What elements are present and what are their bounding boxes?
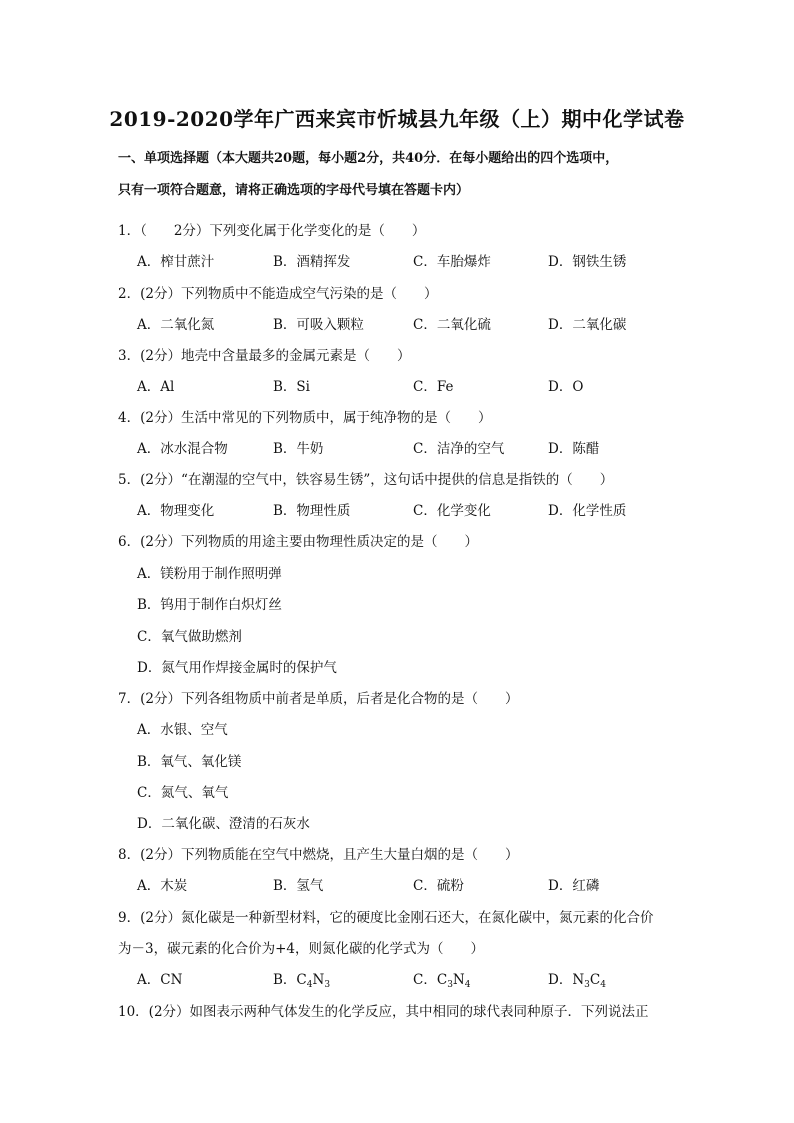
question-7-option-c: C．氮气、氧气: [137, 785, 229, 801]
section-instruction-line-1: 一、单项选择题（本大题共20题，每小题2分，共40分．在每小题给出的四个选项中，: [118, 151, 619, 166]
question-1-option-b: B．酒精挥发: [273, 254, 351, 270]
question-6-option-a: A．镁粉用于制作照明弹: [137, 566, 282, 582]
question-2-option-c: C．二氧化硫: [413, 317, 491, 333]
question-9-option-a: A．CN: [137, 972, 183, 988]
question-3-option-b: B．Si: [273, 379, 310, 395]
question-7-stem: 7．(2分）下列各组物质中前者是单质，后者是化合物的是（ ）: [118, 691, 519, 707]
question-5-option-a: A．物理变化: [137, 503, 215, 519]
question-7-option-a: A．水银、空气: [137, 722, 228, 738]
option-d-letter: D．: [548, 972, 573, 988]
question-1-option-d: D．钢铁生锈: [548, 254, 627, 270]
question-5-stem: 5．(2分）“在潮湿的空气中，铁容易生锈”，这句话中提供的信息是指铁的（ ）: [118, 472, 614, 488]
question-5-option-c: C．化学变化: [413, 503, 491, 519]
question-4-option-b: B．牛奶: [273, 441, 324, 457]
question-9-stem-line-1: 9．(2分）氮化碳是一种新型材料，它的硬度比金刚石还大，在氮化碳中，氮元素的化合价: [118, 910, 654, 926]
option-b-letter: B．: [273, 972, 297, 988]
option-d-formula: $N_3C_4$: [572, 972, 606, 990]
question-1-option-a: A．榨甘蔗汁: [137, 254, 215, 270]
question-9-stem-line-2: 为－3，碳元素的化合价为+4，则氮化碳的化学式为（ ）: [118, 941, 484, 957]
question-9-option-d: [548, 968, 606, 990]
question-6-stem: 6．(2分）下列物质的用途主要由物理性质决定的是（ ）: [118, 534, 478, 550]
question-3-stem: 3．(2分）地壳中含量最多的金属元素是（ ）: [118, 348, 411, 364]
question-5-option-b: B．物理性质: [273, 503, 351, 519]
question-2-option-d: D．二氧化碳: [548, 317, 627, 333]
question-8-stem: 8．(2分）下列物质能在空气中燃烧，且产生大量白烟的是（ ）: [118, 847, 519, 863]
question-6-option-d: D．氮气用作焊接金属时的保护气: [137, 660, 337, 676]
exam-title: 2019-2020学年广西来宾市忻城县九年级（上）期中化学试卷: [109, 107, 685, 131]
option-c-letter: C．: [413, 972, 437, 988]
question-1-stem: 1．（ 2分）下列变化属于化学变化的是（ ）: [118, 223, 426, 239]
question-2-option-a: A．二氧化氮: [137, 317, 215, 333]
question-8-option-c: C．硫粉: [413, 878, 464, 894]
option-c-formula: $C_3N_4$: [436, 972, 471, 990]
question-6-option-c: C．氧气做助燃剂: [137, 629, 242, 645]
question-4-option-a: A．冰水混合物: [137, 441, 228, 457]
question-4-option-c: C．洁净的空气: [413, 441, 505, 457]
question-3-option-c: C．Fe: [413, 379, 454, 395]
question-3-option-a: A．Al: [137, 379, 175, 395]
question-7-option-b: B．氧气、氧化镁: [137, 754, 242, 770]
question-2-option-b: B．可吸入颗粒: [273, 317, 364, 333]
question-4-option-d: D．陈醋: [548, 441, 600, 457]
question-8-option-b: B．氢气: [273, 878, 324, 894]
question-4-stem: 4．(2分）生活中常见的下列物质中，属于纯净物的是（ ）: [118, 410, 492, 426]
question-6-option-b: B．钨用于制作白炽灯丝: [137, 597, 282, 613]
question-7-option-d: D．二氧化碳、澄清的石灰水: [137, 816, 310, 832]
section-instruction-line-2: 只有一项符合题意，请将正确选项的字母代号填在答题卡内）: [118, 183, 470, 198]
question-9-option-b: [273, 968, 330, 990]
question-8-option-a: A．木炭: [137, 878, 188, 894]
question-8-option-d: D．红磷: [548, 878, 600, 894]
question-5-option-d: D．化学性质: [548, 503, 627, 519]
question-10-stem: 10．(2分）如图表示两种气体发生的化学反应，其中相同的球代表同种原子．下列说法正: [118, 1004, 649, 1020]
question-3-option-d: D．O: [548, 379, 584, 395]
option-b-formula: $C_4N_3$: [296, 972, 331, 990]
question-9-option-c: [413, 968, 470, 990]
question-1-option-c: C．车胎爆炸: [413, 254, 491, 270]
question-2-stem: 2．(2分）下列物质中不能造成空气污染的是（ ）: [118, 286, 438, 302]
